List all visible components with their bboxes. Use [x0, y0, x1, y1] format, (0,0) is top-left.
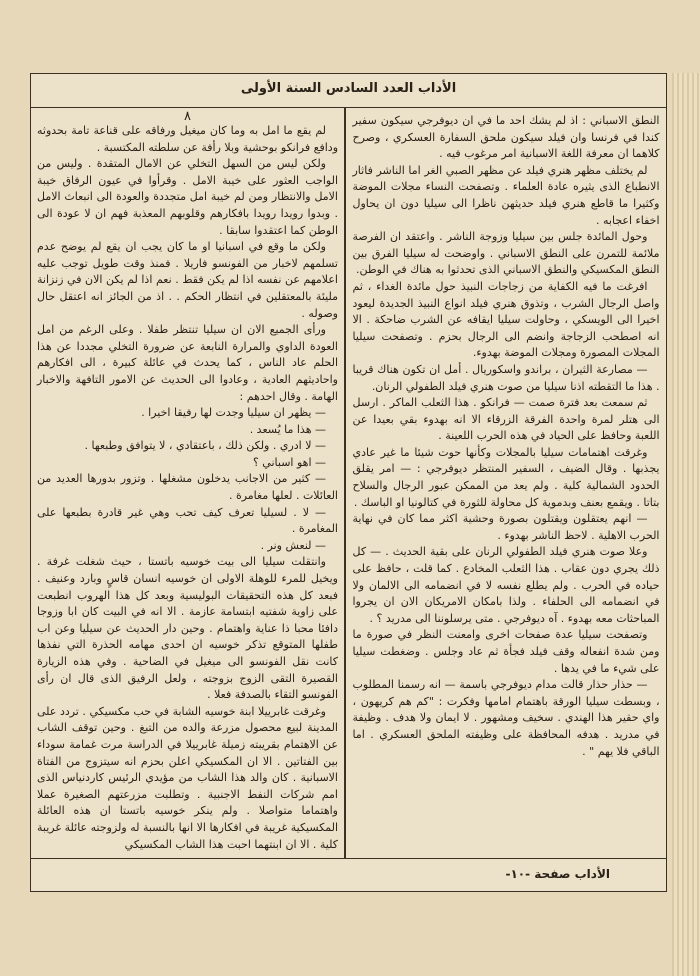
columns [31, 108, 666, 858]
page-edges [672, 73, 700, 976]
right-column [346, 108, 666, 858]
paragraph: النطق الاسباني : اذ لم يشك احد ما في ان ديوفرجي سيكون سفير كندا في فرنسا وان فيلد سيكون ملحق السفارة العسكري ، وصرح كلاهما ان معرفة اللغة الاسبانية امر مرغوب فيه . [352, 114, 660, 161]
dialogue-line: — كثير من الاجانب يدخلون مشغلها . وتزور بدورها العديد من العائلات . لعلها مغامرة . [37, 472, 338, 503]
paragraph: — انهم يعتقلون ويقتلون بصورة وحشية اكثر مما كان في نهاية الحرب الاهلية . لاحظ الناشر بهدوء . [352, 512, 660, 542]
running-footer [31, 858, 666, 891]
page-frame [30, 73, 667, 892]
paragraph: لم يقع ما امل به وما كان ميغيل ورفاقه على قناعة تامة بحدوثه ودافع فرانكو بوحشية وبلا رأفة عن سلطته المكتسبة . [37, 124, 338, 154]
page-number-label: الأداب صفحة -١٠- [505, 867, 610, 882]
dialogue-line: — لنعش ونر . [260, 538, 326, 552]
paragraph: لم يختلف مظهر هنري فيلد عن مظهر الصبي الغر اما الناشر فاثار الانطباع الذى يثيره عادة العلماء . وتصفحت النساء مجلات الموضة وكثيرا ما قاطع هنري فيلد حديثهن ناظرا الى سيليا دون ان يحاول اخفاء اعجابه . [352, 163, 660, 227]
paragraph: — مصارعة الثيران ، براندو واسكوريال . أمل ان تكون هناك قريبا . هذا ما التقطته اذنا سيليا من صوت هنري فيلد الطفولي الرنان. [352, 362, 660, 393]
paragraph: وانتقلت سيليا الى بيت خوسيه باتستا ، حيث شغلت غرفة . ويخيل للمرء للوهلة الاولى ان خوسيه انسان قاسٍ وبارد وعنيف . فبعد كل هذه التحقيقات البوليسية وبعد كل هذا الهروب انطبعت على زاوية شفتيه ابتسامة عازمة . الا انه في البيت كان ابا وزوجا دافئا محبا ذا عناية واهتمام . وحين دار الحديث عن سيليا وعن اب طفلها المتوقع تذكر خوسيه ان احدى مهامه الحذرة التي نفذها كانت نقل الفونسو الى ميغيل في الضاحية . وفي هذه الزيارة القصيرة التقى الزوج بزوجته ، ولعل الرفيق الذى قال ان رأى الفونسو التقاء بالصدفة فعلا . [37, 555, 338, 702]
header-title: الأداب العدد السادس السنة الأولى [240, 81, 457, 96]
paragraph: ولكن ما وقع في اسبانيا او ما كان يجب ان يقع لم يوضح عدم تسلمهم لاخبار من الفونسو فاريلا . فمنذ وقت طويل توجب عليه اعلامهم عن نفسه اذا لم يكن فقط . نعم اذا لم يكن الان في زنزانة مليئة بالمعتقلين في انتظار الحكم . . اذ من الجائز انه اعتقل حال وصوله . [37, 240, 338, 320]
paragraph: — حذار حذار قالت مدام ديوفرجي باسمة — انه رسمنا المطلوب ، وبسطت سيليا الورقة باهتمام امامها وفكرت : "كم هم كريهون ، واي حقير هذا الهندي . سخيف ومشهور . لا ايمان ولا هدف . وظيفة في مدريد . هدفه المحافظة على وظيفته الملحق العسكري . اما الباقي فلا يهم " . [352, 678, 660, 758]
paragraph: وتصفحت سيليا عدة صفحات اخرى وامعنت النظر في صورة ما ومن شدة انفعاله وقف فيلد فجأة ثم عاد وجلس . وضغطت سيليا على شيء ما في يدها . [352, 628, 660, 675]
running-header [31, 74, 666, 108]
dialogue-line: — لا . لسيليا تعرف كيف تحب وهي غير قادرة بطبعها على المغامرة . [37, 505, 338, 536]
left-column [31, 108, 344, 858]
dialogue-line: — هذا ما يُسعد . [249, 422, 326, 436]
paragraph: ورأى الجميع الان ان سيليا تنتظر طفلا . وعلى الرغم من امل العودة الداوي والمرارة النابعة عن ضرورة التخلي مجددا عن هذا الحلم عاد الناس ، كما يحدث في عائلة كبيرة ، الى افكارهم واحاديثهم العادية ، وعادوا الى الحديث عن الامور التافهة والاخبار الهامة . وقال احدهم : [37, 323, 338, 403]
paragraph: وحول المائدة جلس بين سيليا وزوجة الناشر . واعتقد ان الفرصة ملائمة للتمرن على النطق الاسباني . واوضحت له سيليا الفرق بين النطق المكسيكي والنطق الاسباني الذى تحدثوا به هناك في الوطن. [352, 230, 660, 277]
section-number: ٨ [184, 109, 191, 124]
paragraph: وغرقت غابرييلا ابنة خوسيه الشابة في حب مكسيكي . تردد على المدينة لبيع محصول مزرعة والده من التبغ . وحين توقف الشاب عن الاهتمام بقريبته زميلة غابرييلا في الدراسة مرت غمامة سوداء بين الفتاتين . الا ان المكسيكي اعلن بحزم انه سيتزوج من الفتاة الاسبانية . كان والد هذا الشاب من مؤيدي الرئيس كاردنياس الذى امم شركات النفط الاجنبية . وتطلبت مزرعتهم الصغيرة عملا واهتماما متواصلا . ولم ينكر خوسيه باتستا ان هذه العائلة المكسيكية غريبة في افكارها الا انها بالنسبة له ولزوجته عائلة غريبة كلية . الا ان ابنتهما احبت هذا الشاب المكسيكي [37, 704, 338, 851]
paragraph: وعلا صوت هنري فيلد الطفولي الرنان على بقية الحديث . — كل ذلك يجري دون عقاب . هذا الثعلب المخادع . كما قلت ، حافظ على حياده في الحرب . ولم يطلع نفسه لا في انضمامه الى الالمان ولا في انضمامه الى الحلفاء . ولذا بامكان الامريكان الان ان يجروا المباحثات معه بهدوء . آه ديوفرجي . متى يرسلوننا الى مدريد ؟ . [352, 545, 660, 625]
dialogue-line: — لا ادري . ولكن ذلك ، باعتقادي ، لا يتوافق وطبعها . [84, 439, 326, 453]
paragraph: ثم سمعت بعد فترة صمت — فرانكو . هذا الثعلب الماكر . ارسل الى هتلر لمرة واحدة الفرقة الزرقاء الا انه بهدوء بقي بعيدا عن اللعبة وحافظ على الحياد في هذه الحرب اللعينة . [352, 396, 660, 443]
dialogue-line: — يظهر ان سيليا وجدت لها رفيقا اخيرا . [141, 406, 326, 420]
paragraph: وغرقت اهتمامات سيليا بالمجلات وكأنها حوت شيئا ما غير عادي يجذبها . وقال الضيف ، السفير المنتظر ديوفرجي : — امر يقلق الحدود الشمالية كلية . ولم يعد من الممكن عبور الرجال والسلاح بتاتا . ويقمع بعنف وبدموية كل محاولة للثورة في كتالونيا او الباسك . [352, 445, 660, 509]
paragraph: ولكن ليس من السهل التخلي عن الامال المتقدة . وليس من الواجب العثور على خيبة الامل . وقرأوا في عيون الرفاق خيبة الامل والانتظار ومن لم خيبة امل متجددة والعودة الى انبعاث الامل . وبدوا رويدا رويدا بافكارهم وقلوبهم المعذبة فهم ان لا عودة الى الوطن كما اعتقدوا سابقا . [37, 157, 338, 237]
paragraph: افرغت ما فيه الكفاية من زجاجات النبيذ حول مائدة الغداء ، ثم واصل الرجال الشرب ، وتذوق هنري فيلد انواع النبيذ الجديدة ليعود اخيرا الى الويسكي ، وحاولت سيليا ايقافه عن الشرب ضاحكة . الا انه اصطحب الزجاجة وانضم الى الرجال بحزم . وتصفحت سيليا المجلات المصورة ومجلات الموضة بهدوء. [352, 279, 660, 360]
dialogue-line: — اهو اسباني ؟ [252, 455, 326, 469]
